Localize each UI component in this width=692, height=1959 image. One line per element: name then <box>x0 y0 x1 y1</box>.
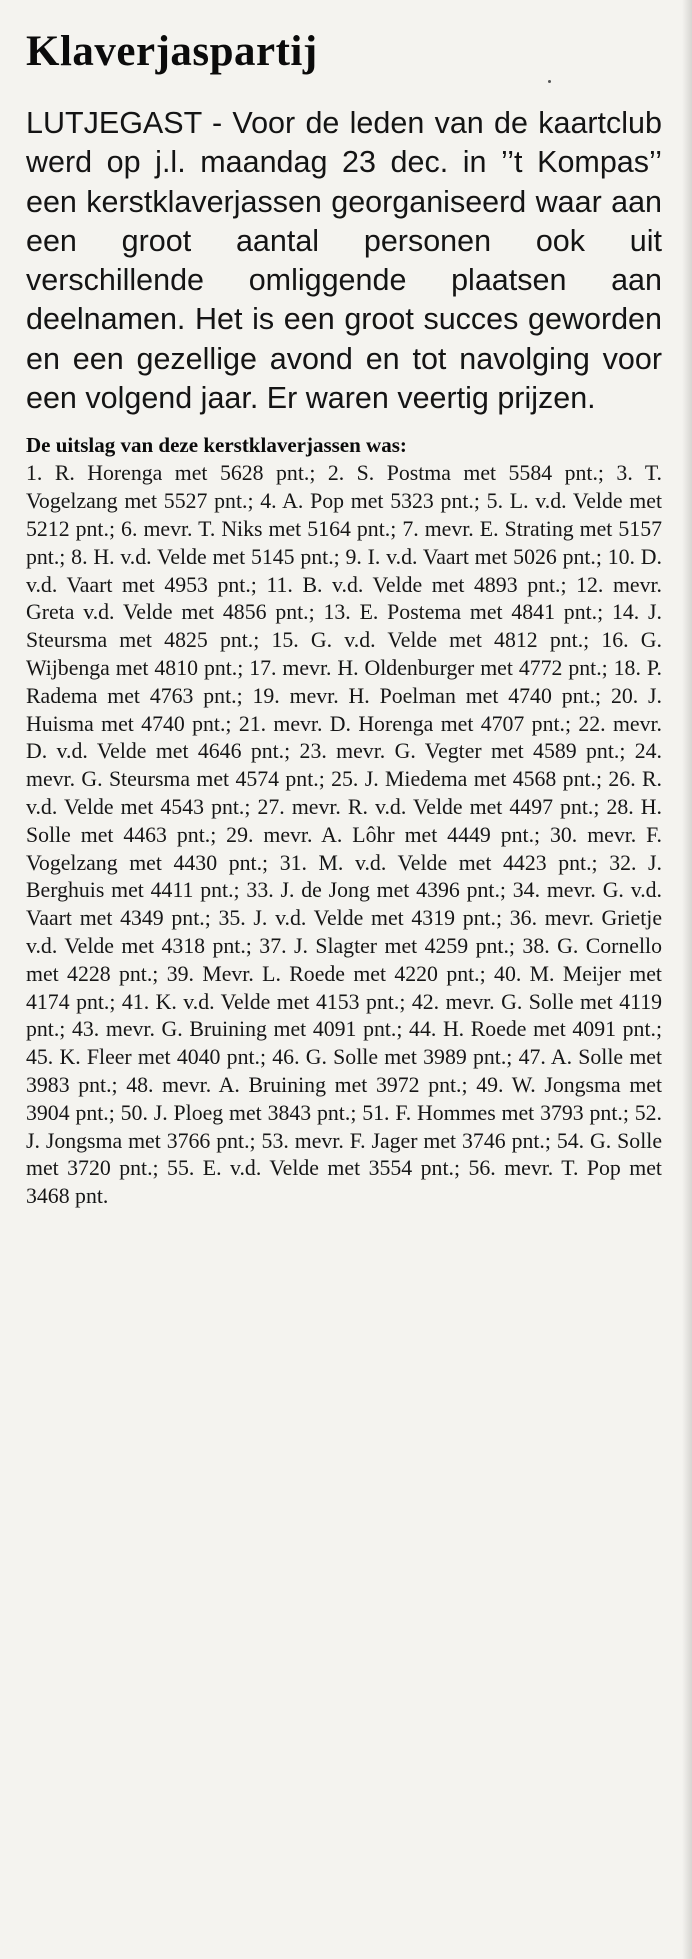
article-lead: LUTJEGAST - Voor de leden van de kaartclub werd op j.l. maandag 23 dec. in ’’t Kompas’’ een kerstklaverjassen georganiseerd waar aan een groot aantal personen ook uit verschillende omliggende plaatsen aan deelnamen. Het is een groot succes geworden en een gezellige avond en tot navolging voor een volgend jaar. Er waren veertig prijzen. <box>26 106 662 416</box>
print-speck <box>548 80 551 83</box>
article <box>26 26 662 1211</box>
results-list: 1. R. Horenga met 5628 pnt.; 2. S. Postma met 5584 pnt.; 3. T. Vogelzang met 5527 pnt.; 4. A. Pop met 5323 pnt.; 5. L. v.d. Velde met 5212 pnt.; 6. mevr. T. Niks met 5164 pnt.; 7. mevr. E. Strating met 5157 pnt.; 8. H. v.d. Velde met 5145 pnt.; 9. I. v.d. Vaart met 5026 pnt.; 10. D. v.d. Vaart met 4953 pnt.; 11. B. v.d. Velde met 4893 pnt.; 12. mevr. Greta v.d. Velde met 4856 pnt.; 13. E. Postema met 4841 pnt.; 14. J. Steursma met 4825 pnt.; 15. G. v.d. Velde met 4812 pnt.; 16. G. Wijbenga met 4810 pnt.; 17. mevr. H. Oldenburger met 4772 pnt.; 18. P. Radema met 4763 pnt.; 19. mevr. H. Poelman met 4740 pnt.; 20. J. Huisma met 4740 pnt.; 21. mevr. D. Horenga met 4707 pnt.; 22. mevr. D. v.d. Velde met 4646 pnt.; 23. mevr. G. Vegter met 4589 pnt.; 24. mevr. G. Steursma met 4574 pnt.; 25. J. Miedema met 4568 pnt.; 26. R. v.d. Velde met 4543 pnt.; 27. mevr. R. v.d. Velde met 4497 pnt.; 28. H. Solle met 4463 pnt.; 29. mevr. A. Lôhr met 4449 pnt.; 30. mevr. F. Vogelzang met 4430 pnt.; 31. M. v.d. Velde met 4423 pnt.; 32. J. Berghuis met 4411 pnt.; 33. J. de Jong met 4396 pnt.; 34. mevr. G. v.d. Vaart met 4349 pnt.; 35. J. v.d. Velde met 4319 pnt.; 36. mevr. Grietje v.d. Velde met 4318 pnt.; 37. J. Slagter met 4259 pnt.; 38. G. Cornello met 4228 pnt.; 39. Mevr. L. Roede met 4220 pnt.; 40. M. Meijer met 4174 pnt.; 41. K. v.d. Velde met 4153 pnt.; 42. mevr. G. Solle met 4119 pnt.; 43. mevr. G. Bruining met 4091 pnt.; 44. H. Roede met 4091 pnt.; 45. K. Fleer met 4040 pnt.; 46. G. Solle met 3989 pnt.; 47. A. Solle met 3983 pnt.; 48. mevr. A. Bruining met 3972 pnt.; 49. W. Jongsma met 3904 pnt.; 50. J. Ploeg met 3843 pnt.; 51. F. Hommes met 3793 pnt.; 52. J. Jongsma met 3766 pnt.; 53. mevr. F. Jager met 3746 pnt.; 54. G. Solle met 3720 pnt.; 55. E. v.d. Velde met 3554 pnt.; 56. mevr. T. Pop met 3468 pnt. <box>26 461 662 1209</box>
article-headline: Klaverjaspartij <box>26 28 318 75</box>
results-heading: De uitslag van deze kerstklaverjassen was: <box>26 433 407 458</box>
page-edge-shadow <box>682 0 692 1959</box>
